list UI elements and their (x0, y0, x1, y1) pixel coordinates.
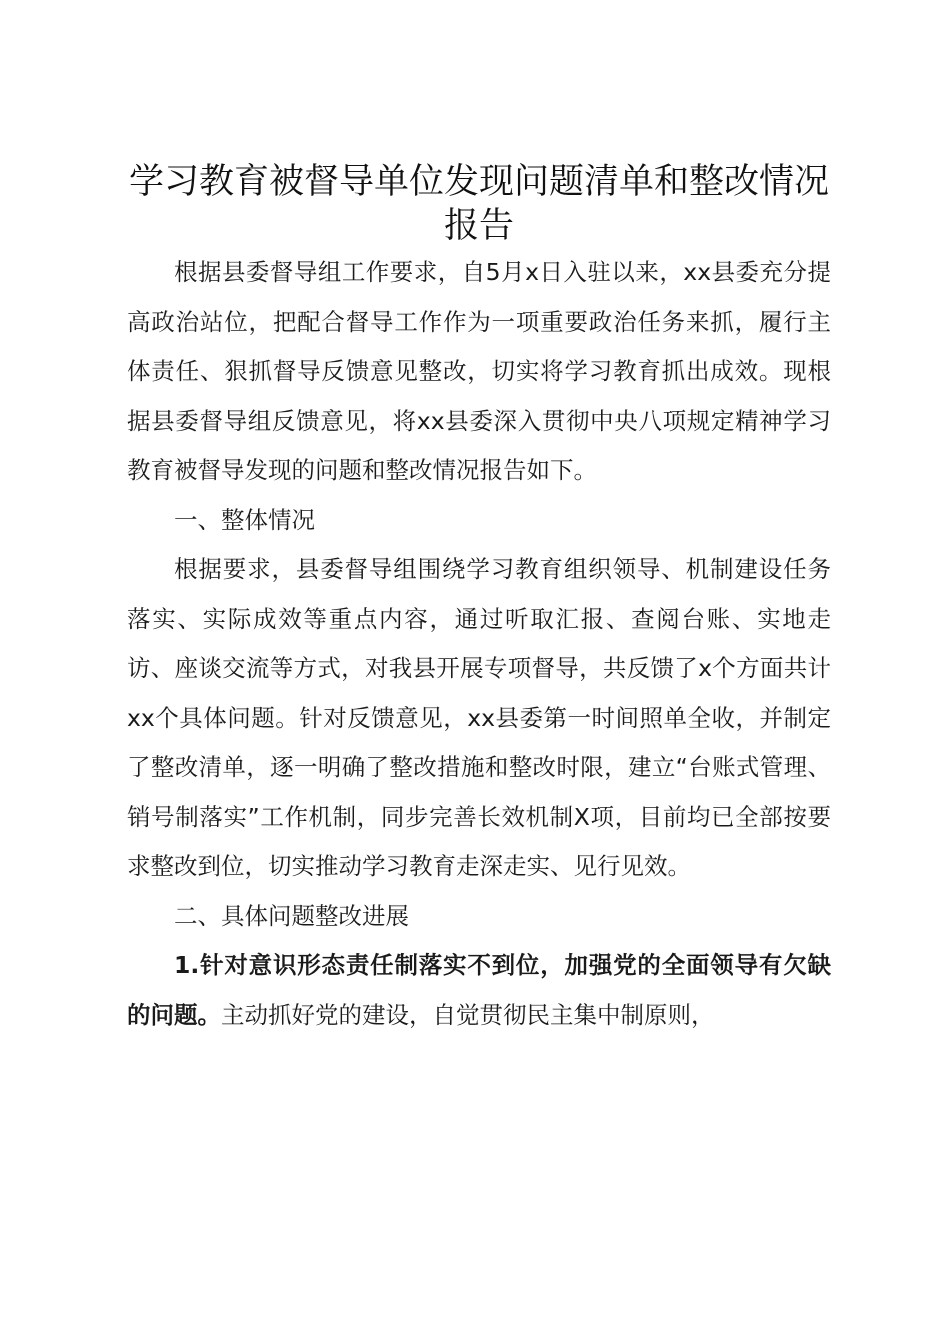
overall-paragraph: 根据要求，县委督导组围绕学习教育组织领导、机制建设任务落实、实际成效等重点内容，通过听取汇报、查阅台账、实地走访、座谈交流等方式，对我县开展专项督导，共反馈了x个方面共计xx个具体问题。针对反馈意见，xx县委第一时间照单全收，并制定了整改清单，逐一明确了整改措施和整改时限，建立“台账式管理、销号制落实”工作机制，同步完善长效机制X项，目前均已全部按要求整改到位，切实推动学习教育走深走实、见行见效。 (127, 555, 831, 880)
section-heading-progress: 二、具体问题整改进展 (174, 901, 409, 930)
item-1-body: 主动抓好党的建设，自觉贯彻民主集中制原则， (221, 1000, 715, 1029)
item-1-paragraph (127, 941, 831, 1040)
document-title: 学习教育被督导单位发现问题清单和整改情况报告 (128, 162, 829, 246)
document-page (127, 160, 831, 1040)
intro-paragraph: 根据县委督导组工作要求，自5月x日入驻以来，xx县委充分提高政治站位，把配合督导工作作为一项重要政治任务来抓，履行主体责任、狠抓督导反馈意见整改，切实将学习教育抓出成效。现根据县委督导组反馈意见，将xx县委深入贯彻中央八项规定精神学习教育被督导发现的问题和整改情况报告如下。 (127, 258, 831, 484)
section-heading-overall: 一、整体情况 (174, 505, 315, 534)
item-1-lead: 1.针对意识形态责任制落实不到位，加强党的全面领导有欠缺的问题。 (127, 951, 831, 1029)
